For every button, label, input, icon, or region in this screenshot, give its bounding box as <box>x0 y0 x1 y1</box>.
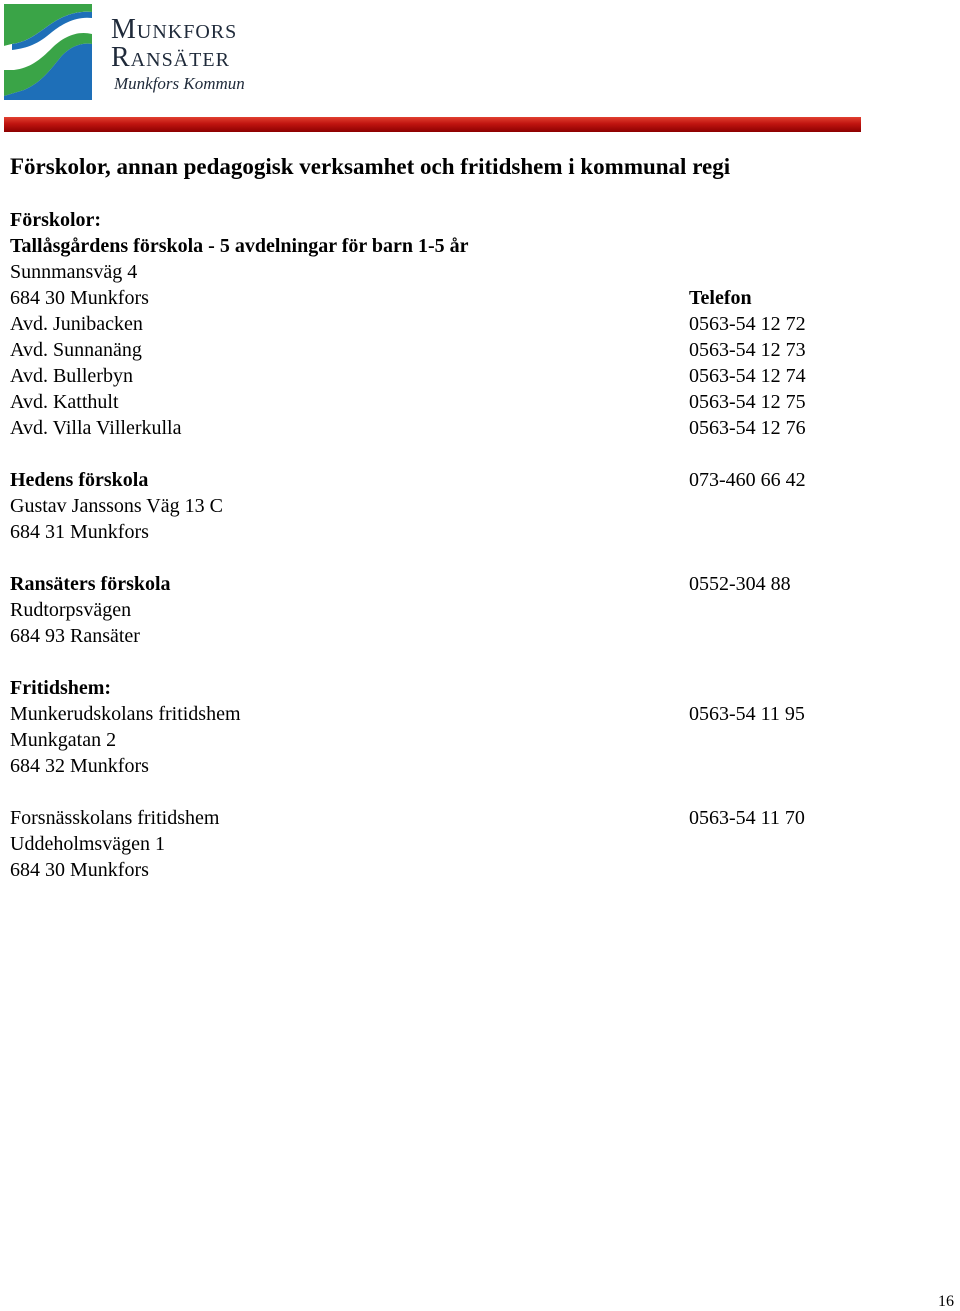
hedens-phone: 073-460 66 42 <box>689 469 806 491</box>
department-row <box>10 337 870 363</box>
department-phone: 0563-54 12 72 <box>689 313 806 335</box>
forsnas-name-row <box>10 805 870 831</box>
tallas-street: Sunnmansväg 4 <box>10 261 138 283</box>
hedens-city: 684 31 Munkfors <box>10 521 149 543</box>
forsnas-street: Uddeholmsvägen 1 <box>10 833 165 855</box>
page-title: Förskolor, annan pedagogisk verksamhet och fritidshem i kommunal regi <box>10 154 731 179</box>
ransaters-street-row <box>10 597 870 623</box>
phone-column-header: Telefon <box>689 287 752 309</box>
spacer <box>10 779 870 805</box>
municipality-logo <box>4 4 264 104</box>
ransaters-city-row <box>10 623 870 649</box>
section-heading-forskolor <box>10 207 870 233</box>
logo-line-2: Ransäter <box>111 42 230 73</box>
department-name: Avd. Katthult <box>10 391 119 413</box>
department-phone: 0563-54 12 74 <box>689 365 806 387</box>
ransaters-phone: 0552-304 88 <box>689 573 791 595</box>
page-number: 16 <box>938 1293 954 1310</box>
hedens-name: Hedens förskola <box>10 469 149 491</box>
river-logo-icon <box>4 4 99 100</box>
department-name: Avd. Bullerbyn <box>10 365 133 387</box>
ransaters-name: Ransäters förskola <box>10 573 171 595</box>
hedens-name-row <box>10 467 870 493</box>
forskolor-heading: Förskolor: <box>10 209 102 231</box>
department-name: Avd. Junibacken <box>10 313 143 335</box>
forsnas-city-row <box>10 857 870 883</box>
munkerud-city-row <box>10 753 870 779</box>
department-row <box>10 415 870 441</box>
munkerud-street-row <box>10 727 870 753</box>
department-phone: 0563-54 12 75 <box>689 391 806 413</box>
munkerud-name: Munkerudskolans fritidshem <box>10 703 241 725</box>
directory-content <box>10 207 870 883</box>
forsnas-name: Forsnässkolans fritidshem <box>10 807 220 829</box>
department-phone: 0563-54 12 73 <box>689 339 806 361</box>
logo-subtitle: Munkfors Kommun <box>114 74 245 93</box>
munkerud-name-row <box>10 701 870 727</box>
department-phone: 0563-54 12 76 <box>689 417 806 439</box>
hedens-street-row <box>10 493 870 519</box>
department-row <box>10 363 870 389</box>
tallas-city: 684 30 Munkfors <box>10 287 149 309</box>
munkerud-phone: 0563-54 11 95 <box>689 703 805 725</box>
ransaters-street: Rudtorpsvägen <box>10 599 132 621</box>
hedens-street: Gustav Janssons Väg 13 C <box>10 495 223 517</box>
forsnas-phone: 0563-54 11 70 <box>689 807 805 829</box>
tallas-city-row <box>10 285 870 311</box>
munkerud-city: 684 32 Munkfors <box>10 755 149 777</box>
department-row <box>10 389 870 415</box>
ransaters-city: 684 93 Ransäter <box>10 625 140 647</box>
section-heading-fritidshem <box>10 675 870 701</box>
department-name: Avd. Villa Villerkulla <box>10 417 182 439</box>
spacer <box>10 441 870 467</box>
spacer <box>10 545 870 571</box>
department-row <box>10 311 870 337</box>
ransaters-name-row <box>10 571 870 597</box>
department-name: Avd. Sunnanäng <box>10 339 142 361</box>
forsnas-city: 684 30 Munkfors <box>10 859 149 881</box>
logo-line-1: Munkfors <box>111 14 238 45</box>
munkerud-street: Munkgatan 2 <box>10 729 117 751</box>
hedens-city-row <box>10 519 870 545</box>
tallas-street-row <box>10 259 870 285</box>
tallas-name: Tallåsgårdens förskola - 5 avdelningar för barn 1-5 år <box>10 235 469 257</box>
forsnas-street-row <box>10 831 870 857</box>
header-divider-bar <box>4 117 861 132</box>
tallas-name-row <box>10 233 870 259</box>
spacer <box>10 649 870 675</box>
fritidshem-heading: Fritidshem: <box>10 677 112 699</box>
